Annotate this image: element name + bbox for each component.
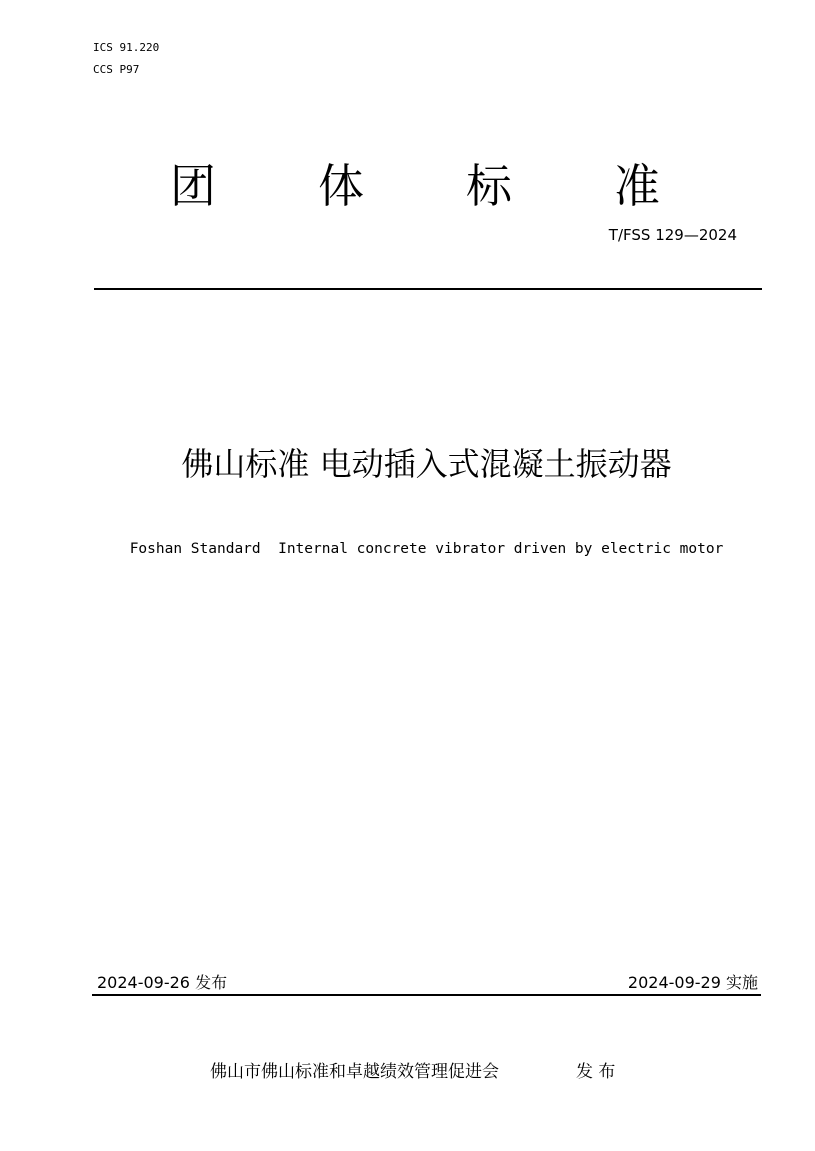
issue-label: 发 布 xyxy=(576,1062,616,1082)
standard-type-char: 准 xyxy=(614,159,660,213)
standard-type-heading xyxy=(170,156,660,216)
standard-type-char: 体 xyxy=(318,159,364,213)
implementation-date: 2024-09-29 实施 xyxy=(627,973,758,992)
issuing-organization: 佛山市佛山标准和卓越绩效管理促进会 xyxy=(210,1062,499,1082)
top-divider xyxy=(94,288,762,290)
publish-date: 2024-09-26 发布 xyxy=(97,973,228,992)
ics-code: ICS 91.220 xyxy=(93,41,160,54)
bottom-divider xyxy=(92,994,761,996)
standard-number: T/FSS 129—2024 xyxy=(608,226,737,244)
standard-type-char: 标 xyxy=(466,159,512,213)
ccs-code: CCS P97 xyxy=(93,63,140,76)
standard-type-char: 团 xyxy=(170,159,216,213)
document-title-chinese: 佛山标准 电动插入式混凝土振动器 xyxy=(181,445,672,483)
document-title-english: Foshan Standard Internal concrete vibrator driven by electric motor xyxy=(129,541,724,557)
